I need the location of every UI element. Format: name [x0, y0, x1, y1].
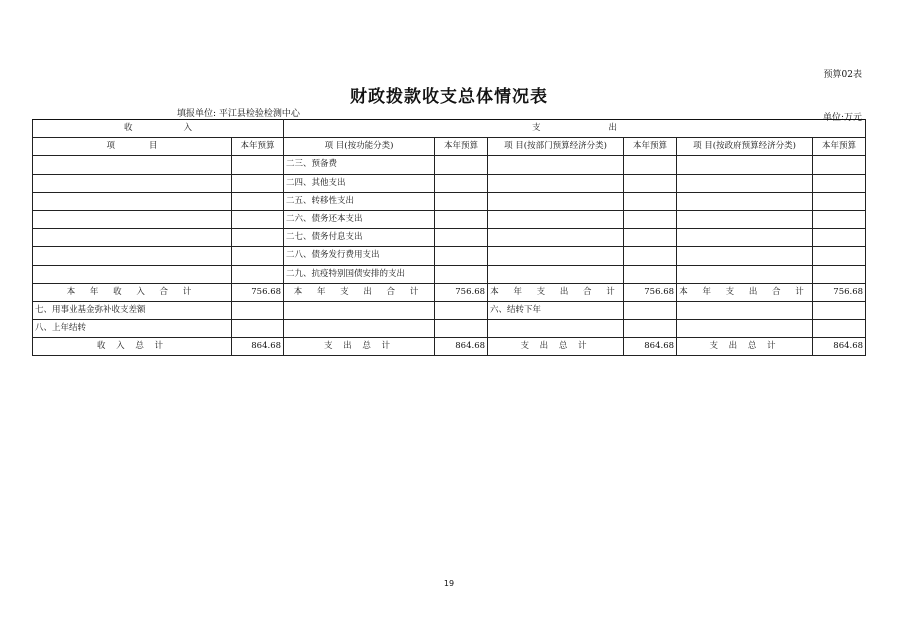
budget-table [32, 119, 866, 356]
income-budget-cell [232, 156, 284, 174]
table-row [33, 210, 866, 228]
income-item-cell: 八、上年结转 [33, 320, 232, 338]
gov-budget-cell [813, 174, 866, 192]
gov-budget-cell [813, 247, 866, 265]
dept-item-cell [488, 247, 624, 265]
func-budget-cell [435, 247, 488, 265]
table-header-row [33, 120, 866, 138]
income-subtotal-value: 756.68 [232, 283, 284, 301]
dept-item-cell [488, 156, 624, 174]
income-budget-cell [232, 247, 284, 265]
gov-budget-cell [813, 210, 866, 228]
table-row [33, 174, 866, 192]
income-total-label: 收 入 总 计 [33, 338, 232, 356]
gov-item-cell [677, 265, 813, 283]
gov-total-label: 支 出 总 计 [677, 338, 813, 356]
dept-budget-cell [624, 210, 677, 228]
func-budget-cell [435, 265, 488, 283]
page-number: 19 [443, 579, 455, 588]
dept-budget-cell [624, 229, 677, 247]
table-row [33, 192, 866, 210]
gov-item-cell [677, 156, 813, 174]
income-item-header: 项 目 [33, 138, 232, 156]
dept-budget-cell [624, 265, 677, 283]
table-row [33, 320, 866, 338]
dept-total-label: 支 出 总 计 [488, 338, 624, 356]
dept-budget-cell [624, 174, 677, 192]
func-item-cell: 二九、抗疫特别国债安排的支出 [284, 265, 435, 283]
func-budget-cell [435, 301, 488, 319]
income-item-cell [33, 247, 232, 265]
gov-budget-cell [813, 156, 866, 174]
func-budget-cell [435, 210, 488, 228]
income-budget-cell [232, 210, 284, 228]
income-budget-cell [232, 229, 284, 247]
gov-subtotal-label: 本 年 支 出 合 计 [677, 283, 813, 301]
func-total-label: 支 出 总 计 [284, 338, 435, 356]
income-item-cell [33, 156, 232, 174]
dept-item-cell [488, 174, 624, 192]
gov-budget-cell [813, 265, 866, 283]
gov-budget-cell [813, 301, 866, 319]
filing-unit: 填报单位: 平江县检验检测中心 [177, 109, 300, 119]
gov-budget-cell [813, 320, 866, 338]
dept-item-cell [488, 265, 624, 283]
table-row [33, 247, 866, 265]
gov-total-value: 864.68 [813, 338, 866, 356]
func-item-cell: 二六、债务还本支出 [284, 210, 435, 228]
func-item-cell [284, 320, 435, 338]
dept-budget-cell [624, 301, 677, 319]
func-item-cell [284, 301, 435, 319]
income-budget-cell [232, 174, 284, 192]
func-budget-cell [435, 320, 488, 338]
dept-item-cell [488, 210, 624, 228]
income-item-cell [33, 210, 232, 228]
unit-label: 单位:万元 [822, 113, 862, 123]
income-budget-cell [232, 301, 284, 319]
table-row [33, 265, 866, 283]
income-budget-cell [232, 192, 284, 210]
gov-budget-cell [813, 229, 866, 247]
gov-item-cell [677, 320, 813, 338]
func-item-header: 项 目(按功能分类) [284, 138, 435, 156]
func-budget-cell [435, 192, 488, 210]
gov-item-header: 项 目(按政府预算经济分类) [677, 138, 813, 156]
dept-item-cell: 六、结转下年 [488, 301, 624, 319]
table-row [33, 156, 866, 174]
income-item-cell [33, 229, 232, 247]
income-item-cell [33, 192, 232, 210]
func-item-cell: 二四、其他支出 [284, 174, 435, 192]
income-total-value: 864.68 [232, 338, 284, 356]
gov-item-cell [677, 301, 813, 319]
dept-item-cell [488, 320, 624, 338]
income-header: 收 入 [33, 120, 284, 138]
table-row [33, 301, 866, 319]
func-budget-cell [435, 156, 488, 174]
dept-budget-cell [624, 156, 677, 174]
dept-budget-cell [624, 320, 677, 338]
income-item-cell [33, 265, 232, 283]
dept-budget-header: 本年预算 [624, 138, 677, 156]
gov-budget-header: 本年预算 [813, 138, 866, 156]
table-row [33, 229, 866, 247]
func-subtotal-label: 本 年 支 出 合 计 [284, 283, 435, 301]
income-budget-header: 本年预算 [232, 138, 284, 156]
income-budget-cell [232, 320, 284, 338]
dept-budget-cell [624, 247, 677, 265]
dept-subtotal-value: 756.68 [624, 283, 677, 301]
income-item-cell [33, 174, 232, 192]
func-subtotal-value: 756.68 [435, 283, 488, 301]
income-budget-cell [232, 265, 284, 283]
gov-budget-cell [813, 192, 866, 210]
expense-header: 支 出 [284, 120, 866, 138]
func-item-cell: 二七、债务付息支出 [284, 229, 435, 247]
func-item-cell: 二三、预备费 [284, 156, 435, 174]
dept-item-cell [488, 229, 624, 247]
func-budget-cell [435, 174, 488, 192]
income-subtotal-label: 本 年 收 入 合 计 [33, 283, 232, 301]
table-subheader-row [33, 138, 866, 156]
gov-item-cell [677, 247, 813, 265]
gov-item-cell [677, 192, 813, 210]
func-item-cell: 二八、债务发行费用支出 [284, 247, 435, 265]
income-item-cell: 七、用事业基金弥补收支差额 [33, 301, 232, 319]
dept-total-value: 864.68 [624, 338, 677, 356]
func-budget-header: 本年预算 [435, 138, 488, 156]
gov-item-cell [677, 210, 813, 228]
gov-subtotal-value: 756.68 [813, 283, 866, 301]
total-row [33, 338, 866, 356]
form-id: 预算02表 [823, 70, 862, 80]
func-budget-cell [435, 229, 488, 247]
dept-subtotal-label: 本 年 支 出 合 计 [488, 283, 624, 301]
dept-budget-cell [624, 192, 677, 210]
func-total-value: 864.68 [435, 338, 488, 356]
page-title: 财政拨款收支总体情况表 [350, 87, 548, 107]
subtotal-row [33, 283, 866, 301]
gov-item-cell [677, 229, 813, 247]
dept-item-cell [488, 192, 624, 210]
gov-item-cell [677, 174, 813, 192]
dept-item-header: 项 目(按部门预算经济分类) [488, 138, 624, 156]
func-item-cell: 二五、转移性支出 [284, 192, 435, 210]
